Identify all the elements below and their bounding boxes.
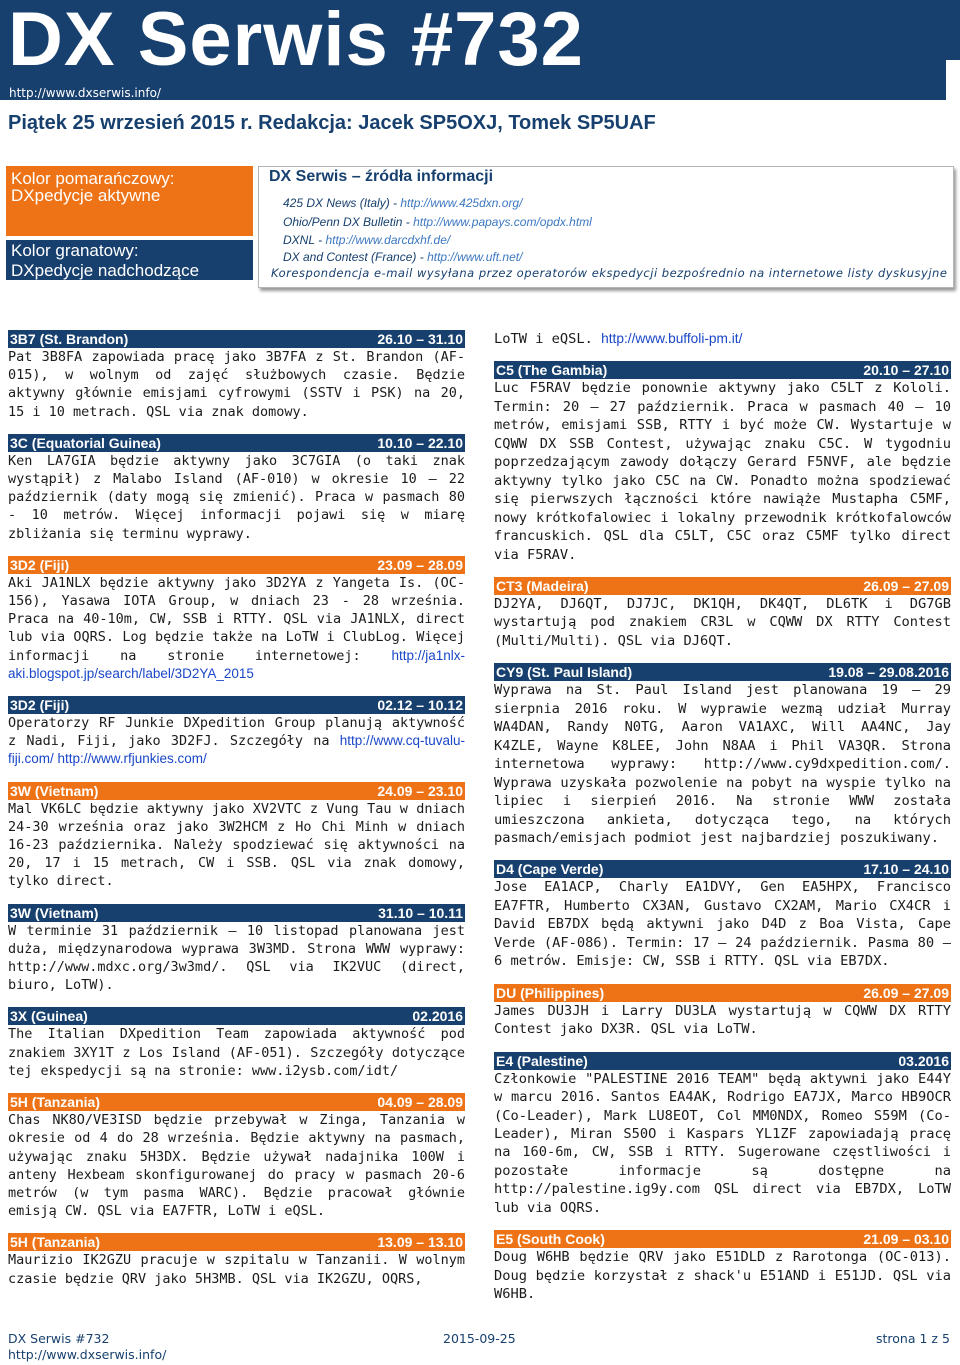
entry-dates: 24.09 – 23.10	[377, 782, 463, 799]
entry-name: CT3 (Madeira)	[496, 577, 589, 594]
source-link[interactable]: http://www.darcdxhf.de/	[325, 233, 451, 247]
entry-text: LoTW i eQSL.	[494, 331, 593, 347]
source-row: Ohio/Penn DX Bulletin - http://www.papays.com/opdx.html	[283, 215, 592, 229]
dxpedition-entry	[494, 663, 951, 847]
entry-header	[494, 663, 951, 681]
entry-body	[8, 800, 465, 891]
entry-dates: 10.10 – 22.10	[377, 434, 463, 451]
entry-body	[8, 922, 465, 995]
source-row: 425 DX News (Italy) - http://www.425dxn.org/	[283, 196, 523, 210]
entry-dates: 02.2016	[412, 1008, 463, 1025]
entry-name: 3C (Equatorial Guinea)	[10, 434, 161, 451]
sources-heading: DX Serwis – źródła informacji	[269, 168, 494, 185]
entry-body	[494, 595, 951, 650]
legend-upcoming-desc: DXpedycje nadchodzące	[11, 261, 200, 280]
entry-body	[8, 348, 465, 421]
entry-text: Członkowie "PALESTINE 2016 TEAM" będą aktywni jako E44Y w marcu 2016. Santos EA4AK, Rodrigo EA7JX, Marco HB9OCR (Co-Leader), Mark LU8EOT, Col MM0NDX, Romeo S59M (Co-Leader), Miran S50O i Kaspars YL1ZF zapowiadają pracę na 160-6m, CW, SSB i RTTY. Sugerowane częstliwości i pozostałe informacje są dostępne na http://palestine.ig9y.com QSL direct via EB7DX, LoTW lub via OQRS.	[494, 1070, 951, 1216]
entry-text: Aki JA1NLX będzie aktywny jako 3D2YA z Yangeta Is. (OC-156), Yasawa IOTA Group, w dniach 23 - 28 września. Praca na 40-10m, CW, SSB i RTTY. QSL via JA1NLX, direct lub via OQRS. Log będzie także na LoTW i ClubLog. Więcej informacji na stronie internetowej:	[8, 574, 465, 664]
entry-body	[8, 1111, 465, 1220]
entry-body	[494, 681, 951, 847]
sources-box	[258, 166, 954, 288]
entry-text: Doug W6HB będzie QRV jako E51DLD z Rarotonga (OC-013). Doug będzie korzystał z shack'u E51AND i E51JD. QSL via W6HB.	[494, 1249, 951, 1303]
entry-name: 3D2 (Fiji)	[10, 697, 70, 714]
entry-name: 5H (Tanzania)	[10, 1234, 100, 1251]
dxpedition-entry	[494, 860, 951, 970]
entry-body	[494, 379, 951, 564]
masthead-corner	[946, 0, 960, 60]
entry-text: DJ2YA, DJ6QT, DJ7JC, DK1QH, DK4QT, DL6TK i DG7GB wystartują pod znakiem CR3L w CQWW DX RTTY Contest (Multi/Multi). QSL via DJ6QT.	[494, 595, 951, 649]
source-link[interactable]: http://www.425dxn.org/	[400, 196, 523, 210]
entry-body	[494, 330, 951, 348]
entry-text: Ken LA7GIA będzie aktywny jako 3C7GIA (o taki znak wystąpił) z Malabo Island (AF-010) w okresie 10 – 22 październik (daty mogą się zmienić). Praca w pasmach 80 - 10 metrów. Więcej informacji pojawi się w miarę zbliżania się terminu wyprawy.	[8, 452, 465, 542]
entry-name: 3D2 (Fiji)	[10, 556, 70, 573]
legend-active-label: Kolor pomarańczowy:	[11, 169, 175, 188]
source-link[interactable]: http://www.uft.net/	[427, 250, 523, 264]
dxpedition-entry	[8, 904, 465, 995]
dxpedition-entry	[494, 330, 951, 348]
entry-text: Luc F5RAV będzie ponownie aktywny jako C5LT z Kololi. Termin: 20 – 27 październik. Praca w pasmach 40 – 10 metrów, emisjami SSB, RTTY i być może CW. Wystartuje w CQWW DX SSB Contest, używając znaku C5C. W tygodniu poprzedzającym zawody dołączy Gerard F5NVF, ale będzie aktywny tylko jako C5C na CW. Ponadto można spodziewać się pierwszych łączności które nawiąże Mustapha C5MF, nowy krótkofalowiec i lokalny przewodnik krótkofalowców francuskich. QSL dla C5LT, C5C oraz C5MF tylko direct via F5RAV.	[494, 380, 951, 563]
entry-dates: 31.10 – 10.11	[378, 904, 463, 921]
entry-header	[8, 434, 465, 452]
dxpedition-entry	[8, 1233, 465, 1287]
entry-text: Operatorzy RF Junkie DXpedition Group planują aktywność z Nadi, Fiji, jako 3D2FJ. Szczegóły na	[8, 715, 465, 750]
entry-header	[494, 1052, 951, 1070]
footer-title: DX Serwis #732	[8, 1331, 110, 1346]
entry-header	[8, 1233, 465, 1251]
entry-dates: 23.09 – 28.09	[377, 556, 463, 573]
entry-body	[494, 878, 951, 970]
entry-text: Wyprawa na St. Paul Island jest planowana 19 – 29 sierpnia 2016 roku. W wyprawie wezmą udział Murray WA4DAN, Randy N0TG, Aaron VA1AXC, Will AA4NC, Jay K4ZLE, Wayne K8LEE, John N8AA i Phil VA3QR. Strona internetowa wyprawy: http://www.cy9dxpedition.com/. Wyprawa uzyskała pozwolenie na pobyt na wyspie tylko na lipiec i sierpień 2016. Na stronie WWW została umieszczona ankieta, dotycząca tego, na których pasmach/emisjach podmiot jest najbardziej poszukiwany.	[494, 682, 951, 846]
dxpedition-entry	[8, 1093, 465, 1220]
left-column	[8, 330, 465, 1301]
entry-name: 3W (Vietnam)	[10, 782, 99, 799]
dxpedition-entry	[8, 696, 465, 769]
entry-name: C5 (The Gambia)	[496, 362, 608, 379]
entry-dates: 21.09 – 03.10	[863, 1231, 949, 1248]
entry-dates: 13.09 – 13.10	[377, 1234, 463, 1251]
entry-header	[494, 361, 951, 379]
legend-active	[6, 166, 253, 236]
legend-active-desc: DXpedycje aktywne	[11, 186, 161, 205]
legend-upcoming-label: Kolor granatowy:	[11, 241, 139, 260]
entry-dates: 02.12 – 10.12	[377, 697, 463, 714]
dxpedition-entry	[8, 1007, 465, 1080]
dxpedition-entry	[8, 782, 465, 891]
entry-dates: 26.09 – 27.09	[863, 984, 949, 1001]
right-column	[494, 330, 951, 1317]
entry-name: 5H (Tanzania)	[10, 1094, 100, 1111]
entry-dates: 26.10 – 31.10	[377, 331, 463, 347]
entry-header	[8, 330, 465, 348]
entry-body	[494, 1002, 951, 1039]
entry-body	[8, 1251, 465, 1287]
entry-dates: 04.09 – 28.09	[377, 1094, 463, 1111]
entry-name: CY9 (St. Paul Island)	[496, 664, 633, 681]
masthead	[0, 0, 946, 100]
entry-link[interactable]: http://ja1nlx-aki.blogspot.jp/search/label/3D2YA_2015	[8, 647, 465, 681]
dxpedition-entry	[8, 434, 465, 543]
entry-body	[8, 714, 465, 769]
entry-name: E4 (Palestine)	[496, 1052, 588, 1069]
entry-header	[494, 1230, 951, 1248]
entry-body	[8, 452, 465, 543]
entry-body	[8, 574, 465, 683]
footer-url[interactable]: http://www.dxserwis.info/	[8, 1347, 167, 1362]
entry-name: D4 (Cape Verde)	[496, 861, 604, 878]
entry-name: E5 (South Cook)	[496, 1231, 605, 1248]
entry-dates: 17.10 – 24.10	[863, 861, 949, 878]
entry-name: 3W (Vietnam)	[10, 904, 99, 921]
entry-body	[494, 1070, 951, 1218]
entry-link[interactable]: http://www.buffoli-pm.it/	[601, 331, 743, 346]
entry-header	[8, 1007, 465, 1025]
entry-text: Maurizio IK2GZU pracuje w szpitalu w Tanzanii. W wolnym czasie będzie QRV jako 5H3MB. QSL via IK2GZU, OQRS,	[8, 1252, 465, 1287]
source-row: DXNL - http://www.darcdxhf.de/	[283, 233, 451, 247]
entry-header	[494, 984, 951, 1002]
entry-body	[494, 1248, 951, 1303]
entry-text: James DU3JH i Larry DU3LA wystartują w CQWW DX RTTY Contest jako DX3R. QSL via LoTW.	[494, 1002, 951, 1038]
entry-name: DU (Philippines)	[496, 984, 605, 1001]
entry-header	[494, 577, 951, 595]
entry-header	[8, 782, 465, 800]
entry-dates: 19.08 – 29.08.2016	[828, 664, 949, 681]
dxpedition-entry	[494, 361, 951, 564]
entry-header	[494, 860, 951, 878]
footer-page-number: strona 1 z 5	[876, 1331, 950, 1346]
entry-text: Jose EA1ACP, Charly EA1DVY, Gen EA5HPX, Francisco EA7FTR, Humberto CX3AN, Gustavo CX2AM, Mario CX4CR i David EB7DX będą aktywni jako D4D z Boa Vista, Cape Verde (AF-086). Termin: 17 – 24 październik. Pasma 80 – 6 metrów. Emisje: CW, SSB i RTTY. QSL via EB7DX.	[494, 879, 951, 970]
entry-body	[8, 1025, 465, 1080]
dxpedition-entry	[494, 984, 951, 1039]
entry-dates: 03.2016	[898, 1052, 949, 1069]
entry-header	[8, 904, 465, 922]
entry-header	[8, 1093, 465, 1111]
entry-dates: 26.09 – 27.09	[863, 577, 949, 594]
entry-name: 3X (Guinea)	[10, 1008, 88, 1025]
dxpedition-entry	[494, 577, 951, 650]
entry-text: Mal VK6LC będzie aktywny jako XV2VTC z Vung Tau w dniach 24-30 września oraz jako 3W2HCM z Ho Chi Minh w dniach 16-23 października. Należy spodziewać się aktywności na 20, 17 i 15 metrach, CW i SSB. QSL via znak domowy, tylko direct.	[8, 800, 465, 890]
entry-dates: 20.10 – 27.10	[863, 362, 949, 379]
dxpedition-entry	[494, 1230, 951, 1303]
entry-link[interactable]: http://www.cq-tuvalu-fiji.com/ http://www.rfjunkies.com/	[8, 733, 465, 767]
entry-header	[8, 696, 465, 714]
entry-text: Pat 3B8FA zapowiada pracę jako 3B7FA z St. Brandon (AF-015), w wolnym od zajęć służbowych czasie. Będzie aktywny głównie emisjami cyfrowymi (SSTV i PSK) na 20, 15 i 10 metrach. QSL via znak domowy.	[8, 349, 465, 420]
entry-name: 3B7 (St. Brandon)	[10, 331, 129, 347]
entry-header	[8, 556, 465, 574]
legend-upcoming	[6, 240, 253, 280]
masthead-url[interactable]: http://www.dxserwis.info/	[9, 86, 161, 100]
dxpedition-entry	[494, 1052, 951, 1218]
issue-dateline: Piątek 25 wrzesień 2015 r. Redakcja: Jacek SP5OXJ, Tomek SP5UAF	[8, 112, 656, 134]
dxpedition-entry	[8, 556, 465, 683]
footer-date: 2015-09-25	[443, 1331, 516, 1346]
entry-text: Chas NK8O/VE3ISD będzie przebywał w Zinga, Tanzania w okresie od 4 do 28 września. Będzie aktywny na pasmach, używając znaku 5H3DX. Będzie używał nadajnika 100W i anteny Hexbeam skonfigurowanej do pracy w pasmach 20-6 metrów (w tym pasma WARC). Będzie pracował głównie emisją CW. QSL via EA7FTR, LoTW i eQSL.	[8, 1112, 465, 1220]
source-link[interactable]: http://www.papays.com/opdx.html	[413, 215, 592, 229]
source-row: DX and Contest (France) - http://www.uft.net/	[283, 250, 523, 264]
newsletter-title: DX Serwis #732	[8, 0, 584, 82]
sources-note: Korespondencja e-mail wysyłana przez operatorów ekspedycji bezpośrednio na internetowe listy dyskusyjne	[271, 266, 948, 280]
entry-text: W terminie 31 październik – 10 listopad planowana jest duża, międzynarodowa wyprawa 3W3MD. Strona WWW wyprawy: http://www.mdxc.org/3w3md/. QSL via IK2VUC (direct, biuro, LoTW).	[8, 922, 465, 994]
dxpedition-entry	[8, 330, 465, 421]
entry-text: The Italian DXpedition Team zapowiada aktywność pod znakiem 3XY1T z Los Island (AF-051). Szczegóły dotyczące tej ekspedycji są na stronie: www.i2ysb.com/idt/	[8, 1026, 465, 1079]
